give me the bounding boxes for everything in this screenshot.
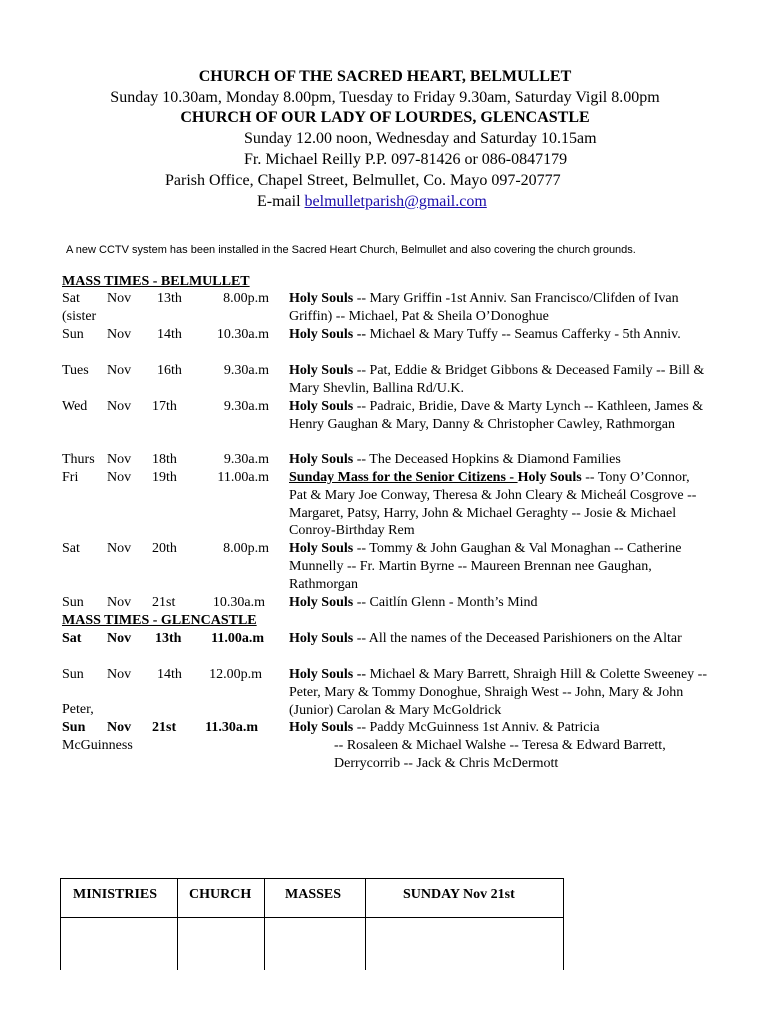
mass-intention [289,326,709,344]
belmullet-mass-times-title: MASS TIMES - BELMULLET [62,274,250,289]
intention-text: Michael & Mary Tuffy -- Seamus Cafferky - 5th Anniv. [369,327,681,342]
mass-day: Sun [62,595,84,610]
mass-intention [289,719,709,737]
table-divider [264,879,265,970]
mass-intention [289,469,709,540]
email-line [257,191,487,212]
mass-day: Fri [62,470,79,485]
mass-intention [289,666,709,719]
ministries-table [60,878,564,970]
mass-date: 19th [152,470,177,485]
mass-day: Sat [62,631,82,646]
separator: -- [353,399,370,414]
intention-text: Caitlín Glenn - Month’s Mind [369,595,538,610]
email-label: E-mail [257,193,305,210]
mass-intention [289,398,709,434]
mass-time: 10.30a.m [212,595,265,610]
mass-day: Thurs [62,452,95,467]
separator: -- [353,363,370,378]
intention-text: Michael & Mary Barrett, Shraigh Hill & Colette Sweeney -- Peter, Mary & Tommy Donoghue, Shraigh West -- John, Mary & John (Junior) Carolan & Mary McGoldrick [289,667,708,718]
mass-time: 9.30a.m [223,399,269,414]
separator: -- [353,667,370,682]
lourdes-title: CHURCH OF OUR LADY OF LOURDES, GLENCASTLE [180,109,590,126]
holy-souls-label: Holy Souls [289,631,354,646]
cctv-notice: A new CCTV system has been installed in the Sacred Heart Church, Belmullet and also covering the church grounds. [66,244,636,256]
intention-text: Tommy & John Gaughan & Val Monaghan -- Catherine Munnelly -- Fr. Martin Byrne -- Maureen Brennan nee Gaughan, Rathmorgan [289,541,682,592]
mass-day: Sun [62,327,84,342]
mass-month: Nov [107,631,132,646]
senior-citizens-mass-label: Sunday Mass for the Senior Citizens - [289,470,518,485]
mass-month: Nov [107,470,132,485]
holy-souls-label: Holy Souls [289,452,354,467]
lourdes-times: Sunday 12.00 noon, Wednesday and Saturday 10.15am [244,130,597,147]
mass-month: Nov [107,595,132,610]
mass-date: 14th [157,327,182,342]
separator: -- [581,470,598,485]
mass-month: Nov [107,327,132,342]
mass-day: Sat [62,291,80,306]
priest-contact: Fr. Michael Reilly P.P. 097-81426 or 086-0847179 [244,151,568,168]
holy-souls-label: Holy Souls [289,541,354,556]
holy-souls-label: Holy Souls [289,291,354,306]
intention-text: Padraic, Bridie, Dave & Marty Lynch -- Kathleen, James & Henry Gaughan & Mary, Danny & Christopher Cawley, Rathmorgan [289,399,704,432]
separator: -- [353,720,370,735]
mass-extra-note: (sister [62,309,97,324]
mass-month: Nov [107,720,132,735]
mass-intention [289,540,709,593]
intention-text: Pat, Eddie & Bridget Gibbons & Deceased Family -- Bill & Mary Shevlin, Ballina Rd/U.K. [289,363,705,396]
mass-day: Sun [62,667,84,682]
mass-month: Nov [107,452,132,467]
sacred-heart-title: CHURCH OF THE SACRED HEART, BELMULLET [198,68,572,85]
separator: -- [353,327,370,342]
intention-text: The Deceased Hopkins & Diamond Families [369,452,621,467]
mass-time: 11.00a.m [211,631,264,646]
parish-office: Parish Office, Chapel Street, Belmullet, Co. Mayo 097-20777 [165,172,561,189]
mass-date: 18th [152,452,177,467]
mass-time: 9.30a.m [223,452,269,467]
table-header-church: CHURCH [189,887,252,902]
mass-intention [289,290,709,326]
mass-intention [289,451,709,469]
intention-text: All the names of the Deceased Parishioners on the Altar [368,631,682,646]
mass-date: 13th [157,291,182,306]
mass-month: Nov [107,541,132,556]
separator: -- [353,452,370,467]
mass-month: Nov [107,363,132,378]
mass-date: 14th [157,667,182,682]
mass-time: 11.00a.m [217,470,269,485]
table-header-sunday: SUNDAY Nov 21st [403,887,515,902]
mass-month: Nov [107,291,132,306]
intention-text: Paddy McGuinness 1st Anniv. & Patricia [369,720,600,735]
table-header-ministries: MINISTRIES [73,887,158,902]
separator: -- [353,291,370,306]
table-header-divider [61,917,563,918]
mass-time: 12.00p.m [209,667,262,682]
table-divider [177,879,178,970]
mass-date: 21st [152,595,176,610]
mass-time: 8.00p.m [223,291,269,306]
table-divider [365,879,366,970]
mass-day: Sat [62,541,80,556]
mass-month: Nov [107,667,132,682]
mass-time: 11.30a.m [205,720,258,735]
mass-date: 17th [152,399,177,414]
intention-continuation: -- Rosaleen & Michael Walshe -- Teresa & Edward Barrett, [334,738,666,753]
mass-date: 21st [152,720,177,735]
email-link[interactable]: belmulletparish@gmail.com [304,193,487,210]
mass-day: Wed [62,399,88,414]
holy-souls-label: Holy Souls [517,470,582,485]
holy-souls-label: Holy Souls [289,327,354,342]
overflow-text: Peter, [62,702,94,717]
mass-date: 20th [152,541,177,556]
mass-day: Tues [62,363,89,378]
mass-time: 9.30a.m [223,363,269,378]
mass-date: 16th [157,363,182,378]
mass-intention [289,594,709,612]
table-header-masses: MASSES [285,887,342,902]
mass-month: Nov [107,399,132,414]
mass-time: 8.00p.m [223,541,269,556]
holy-souls-label: Holy Souls [289,667,354,682]
mass-time: 10.30a.m [216,327,269,342]
holy-souls-label: Holy Souls [289,720,354,735]
mass-intention [289,630,709,648]
mass-day: Sun [62,720,86,735]
mass-date: 13th [155,631,182,646]
separator: -- [353,541,370,556]
holy-souls-label: Holy Souls [289,399,354,414]
intention-text: Tony O’Connor, Pat & Mary Joe Conway, Theresa & John Cleary & Micheál Cosgrove -- Margaret, Patsy, Harry, John & Michael Geraghty -- Josie & Michael Conroy-Birthday Rem [289,470,697,539]
glencastle-mass-times-title: MASS TIMES - GLENCASTLE [62,613,257,628]
separator: -- [353,631,369,646]
separator: -- [353,595,370,610]
holy-souls-label: Holy Souls [289,595,354,610]
intention-text: Mary Griffin -1st Anniv. San Francisco/Clifden of Ivan Griffin) -- Michael, Pat & Sheila O’Donoghue [289,291,679,324]
sacred-heart-times: Sunday 10.30am, Monday 8.00pm, Tuesday to Friday 9.30am, Saturday Vigil 8.00pm [110,89,660,106]
mass-intention [289,362,709,398]
holy-souls-label: Holy Souls [289,363,354,378]
overflow-text: McGuinness [62,738,133,753]
intention-continuation: Derrycorrib -- Jack & Chris McDermott [334,756,559,771]
